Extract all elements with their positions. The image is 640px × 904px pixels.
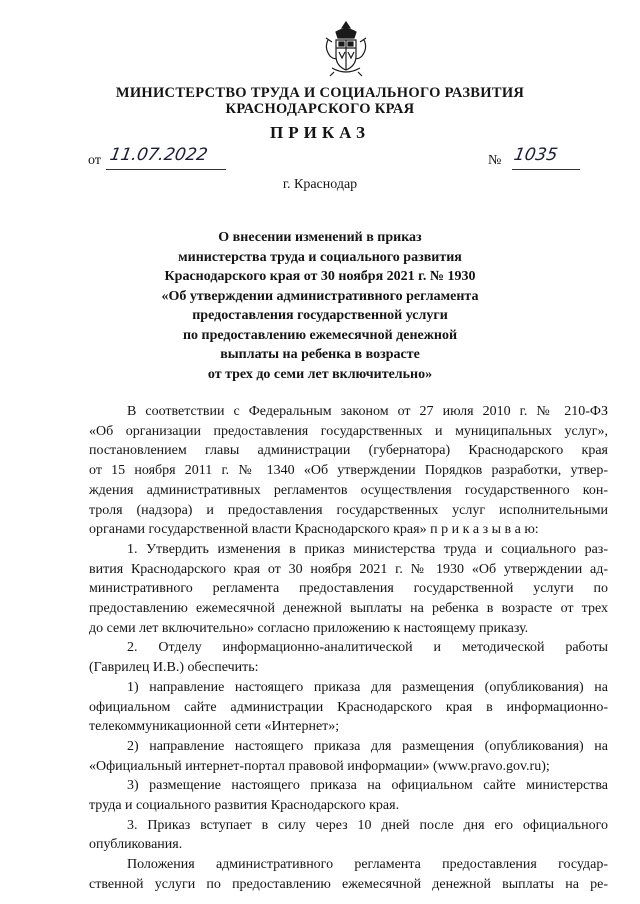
body-text-line: до семи лет включительно» согласно приложению к настоящему приказу.: [89, 620, 529, 636]
handwritten-date: 11.07.2022: [108, 145, 210, 165]
number-field: [488, 145, 560, 169]
number-prefix: №: [488, 153, 502, 168]
body-text-line: Положения административного регламента предоставления государ-: [127, 857, 608, 873]
body-text-line: постановлением главы администрации (губернатора) Краснодарского края: [89, 443, 608, 459]
body-text-line: от 15 ноября 2011 г. № 1340 «Об утверждении Порядков разработки, утвер-: [89, 463, 608, 479]
body-text-line: 1. Утвердить изменения в приказ министерства труда и социального раз-: [127, 541, 608, 557]
title-line: предоставления государственной услуги: [192, 308, 448, 323]
body-text-line: ждения административных регламентов осуществления государственного кон-: [89, 482, 608, 498]
title-line: от трех до семи лет включительно»: [207, 366, 433, 382]
title-line: выплаты на ребенка в возрасте: [220, 347, 420, 362]
title-line: О внесении изменений в приказ: [218, 230, 422, 245]
body-text-line: троля (надзора) и предоставления государственных услуг исполнительными: [89, 502, 608, 518]
body-text-line: опубликования.: [89, 837, 183, 853]
body-text-line: 2. Отделу информационно-аналитической и методической работы: [127, 640, 608, 656]
body-text-line: 2) направление настоящего приказа для размещения (опубликования) на: [127, 738, 608, 754]
body-text-line: труда и социального развития Краснодарского края.: [89, 798, 400, 814]
date-field: [88, 145, 210, 169]
body-text-line: органами государственной власти Краснодарского края» п р и к а з ы в а ю:: [89, 522, 539, 538]
body-text-line: 3. Приказ вступает в силу через 10 дней после дня его официального: [127, 817, 608, 833]
document-type-heading: ПРИКАЗ: [270, 123, 370, 142]
body-text-line: «Официальный интернет-портал правовой информации» (www.pravo.gov.ru);: [89, 758, 550, 774]
coat-of-arms-icon: [322, 18, 370, 78]
title-line: Краснодарского края от 30 ноября 2021 г. № 1930: [164, 269, 476, 284]
body-text-line: (Гаврилец И.В.) обеспечить:: [89, 660, 259, 676]
title-line: министерства труда и социального развития: [178, 249, 462, 265]
body-text-line: предоставлению ежемесячной денежной выплаты на ребенка в возрасте от трех: [89, 601, 608, 617]
body-text-line: 1) направление настоящего приказа для размещения (опубликования) на: [127, 679, 608, 695]
date-prefix: от: [88, 153, 101, 168]
number-underline: [512, 169, 580, 170]
title-line: «Об утверждении административного регламента: [161, 288, 479, 304]
body-text-line: 3) размещение настоящего приказа на официальном сайте министерства: [127, 778, 608, 794]
body-text-line: официальном сайте администрации Краснодарского края в информационно-: [89, 699, 608, 715]
city-label: г. Краснодар: [282, 177, 358, 192]
body-text-line: В соответствии с Федеральным законом от 27 июля 2010 г. № 210-ФЗ: [127, 404, 608, 419]
date-underline: [106, 169, 226, 170]
body-text-line: «Об организации предоставления государственных и муниципальных услуг»,: [89, 423, 608, 439]
body-text-line: вития Краснодарского края от 30 ноября 2021 г. № 1930 «Об утверждении ад-: [89, 561, 608, 577]
order-body: [89, 402, 608, 895]
handwritten-number: 1035: [512, 145, 560, 165]
body-text-line: телекоммуникационной сети «Интернет»;: [89, 719, 340, 735]
body-text-line: ственной услуги по предоставлению ежемесячной денежной выплаты на ре-: [89, 876, 608, 892]
body-text-line: министративного регламента предоставления государственной услуги по: [89, 581, 608, 597]
ministry-name-line1: МИНИСТЕРСТВО ТРУДА И СОЦИАЛЬНОГО РАЗВИТИЯ: [115, 85, 525, 101]
title-line: по предоставлению ежемесячной денежной: [182, 327, 458, 343]
order-title: [0, 228, 640, 384]
ministry-name-line2: КРАСНОДАРСКОГО КРАЯ: [225, 101, 415, 117]
